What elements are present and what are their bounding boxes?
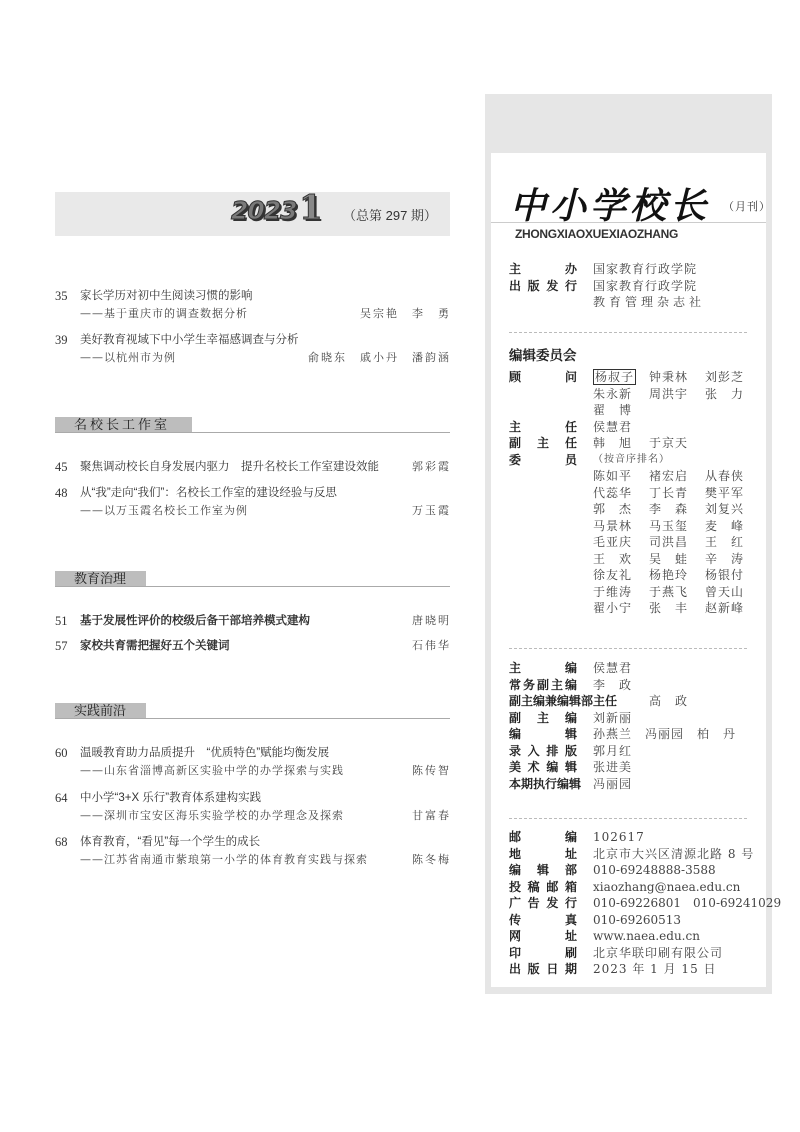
member-name: 李 森 <box>649 502 689 516</box>
ad-phone-value: 010-69226801 010-69241029 <box>593 896 782 910</box>
toc-subtitle: ——基于重庆市的调查数据分析 <box>80 307 248 320</box>
issue-number: 1 <box>299 188 323 228</box>
toc-title: 基于发展性评价的校级后备干部培养模式建构 <box>80 615 310 627</box>
contact-block <box>509 829 782 978</box>
toc-subtitle: ——以杭州市为例 <box>80 351 176 364</box>
toc-page-number: 35 <box>55 289 68 303</box>
toc-title: 温暖教育助力品质提升 “优质特色”赋能均衡发展 <box>80 747 330 759</box>
advisors-row <box>593 386 744 403</box>
advisors-row <box>593 402 649 419</box>
toc-page-number: 45 <box>55 460 68 474</box>
toc-title: 家长学历对初中生阅读习惯的影响 <box>80 290 253 302</box>
contact-label: 传 真 <box>509 912 577 927</box>
member-name: 毛亚庆 <box>593 535 633 549</box>
member-name: 吴 蛙 <box>649 551 689 566</box>
director-label: 主 任 <box>509 419 577 434</box>
section-title: 名校长工作室 <box>55 417 192 432</box>
dotted-divider <box>509 332 747 333</box>
toc-page-number: 57 <box>55 639 68 653</box>
journal-frequency: （月刊） <box>723 200 771 213</box>
toc-title: 美好教育视域下中小学生幸福感调查与分析 <box>80 334 299 346</box>
issue-year: 2023 <box>231 196 297 225</box>
editor-label: 常务副主编 <box>509 677 577 692</box>
title-divider <box>491 222 766 223</box>
contact-label: 印 刷 <box>509 945 577 960</box>
member-name: 徐友礼 <box>593 568 633 582</box>
contact-label: 广告发行 <box>509 896 577 910</box>
member-name: 陈如平 <box>593 469 633 483</box>
toc-title: 从“我”走向“我们”：名校长工作室的建设经验与反思 <box>80 487 337 499</box>
member-name: 曾天山 <box>705 584 745 599</box>
publisher-block <box>509 261 769 311</box>
toc-subtitle: ——江苏省南通市紫琅第一小学的体育教育实践与探索 <box>80 853 368 866</box>
members-row <box>593 485 744 502</box>
section-header-practice-frontier <box>55 703 450 719</box>
masthead-inner <box>491 153 782 987</box>
member-name: 辛 涛 <box>705 551 745 566</box>
section-title: 教育治理 <box>55 571 146 586</box>
board-block <box>509 369 769 617</box>
toc-page-number: 51 <box>55 614 68 628</box>
toc-page-number: 64 <box>55 791 68 805</box>
member-name: 马景林 <box>593 518 633 533</box>
advisor-name: 刘彭芝 <box>705 370 745 384</box>
members-row <box>593 567 744 584</box>
toc-page-number: 48 <box>55 486 68 500</box>
editor-value: 高 政 <box>649 694 689 708</box>
editor-label: 主 编 <box>509 661 577 675</box>
toc-entry[interactable] <box>55 612 451 630</box>
advisor-name: 周洪宇 <box>649 386 689 401</box>
toc-authors: 陈冬梅 <box>412 853 451 866</box>
editor-value: 刘新丽 <box>593 710 633 725</box>
masthead-panel <box>485 94 782 994</box>
editors-block <box>509 660 769 792</box>
contact-label: 投稿邮箱 <box>509 879 577 894</box>
members-row <box>593 468 744 485</box>
advisor-name: 钟秉林 <box>649 370 689 384</box>
editor-value: 侯慧君 <box>593 661 633 675</box>
member-name: 于维涛 <box>593 584 633 599</box>
editor-value: 郭月红 <box>593 743 633 758</box>
member-name: 张 丰 <box>649 601 689 615</box>
toc-title: 家校共育需把握好五个关键词 <box>80 640 230 652</box>
toc-entry[interactable] <box>55 833 451 869</box>
toc-entry[interactable] <box>55 331 451 367</box>
editor-label: 美术编辑 <box>509 760 577 774</box>
toc-entry[interactable] <box>55 287 451 323</box>
vice-director-name: 韩 旭 <box>593 436 633 450</box>
toc-authors: 唐晓明 <box>412 614 451 627</box>
member-name: 杨艳玲 <box>649 568 689 582</box>
vice-director-name: 于京天 <box>649 436 689 450</box>
member-name: 丁长青 <box>649 485 689 500</box>
toc-authors: 郭彩霞 <box>412 460 451 473</box>
toc-title: 体育教育，“看见”每一个学生的成长 <box>80 836 261 848</box>
section-header-governance <box>55 571 450 587</box>
members-row <box>593 501 744 518</box>
member-name: 从春侠 <box>705 469 745 483</box>
publisher-value: 国家教育行政学院 <box>593 278 698 293</box>
postcode-value: 102617 <box>593 830 645 844</box>
sponsor-label: 主 办 <box>509 262 577 276</box>
publisher-label: 出版发行 <box>509 278 577 293</box>
member-name: 褚宏启 <box>649 469 689 483</box>
editorial-phone-value: 010-69248888-3588 <box>593 863 716 877</box>
toc-entry[interactable] <box>55 789 451 825</box>
member-name: 杨银付 <box>705 568 745 582</box>
issue-total-count: （总第 297 期） <box>343 208 437 223</box>
toc-page-number: 39 <box>55 333 68 347</box>
section-header-principal-studio <box>55 417 450 433</box>
editor-label: 副 主 编 <box>509 710 577 725</box>
publisher-value-2: 教育管理杂志社 <box>593 295 706 309</box>
section-title: 实践前沿 <box>55 703 146 718</box>
toc-authors: 陈传智 <box>412 764 451 777</box>
member-name: 司洪昌 <box>649 535 689 549</box>
journal-pinyin: ZHONGXIAOXUEXIAOZHANG <box>515 227 679 241</box>
vice-director-label: 副 主 任 <box>509 436 577 450</box>
editor-value: 冯丽园 <box>593 776 633 791</box>
contact-label: 地 址 <box>509 846 577 861</box>
members-row <box>593 584 744 601</box>
members-row <box>593 551 744 568</box>
contact-label: 出版日期 <box>509 962 577 976</box>
member-name: 麦 峰 <box>705 518 745 533</box>
publish-date-value: 2023 年 1 月 15 日 <box>593 962 717 976</box>
journal-title: 中小学校长 <box>510 185 711 227</box>
advisor-name: 朱永新 <box>593 386 633 401</box>
vice-directors-row <box>593 435 688 452</box>
toc-page-number: 68 <box>55 835 68 849</box>
editor-value: 孙燕兰 冯丽园 柏 丹 <box>593 727 737 741</box>
advisors-row <box>593 369 744 386</box>
contact-label: 编 辑 部 <box>509 863 577 877</box>
members-row <box>593 518 744 535</box>
submission-email-link[interactable]: xiaozhang@naea.edu.cn <box>593 879 741 894</box>
member-name: 王 欢 <box>593 551 633 566</box>
member-name: 樊平军 <box>705 485 745 500</box>
editor-label: 录入排版 <box>509 743 577 758</box>
editor-label: 本期执行编辑 <box>509 776 582 791</box>
printer-value: 北京华联印刷有限公司 <box>593 945 724 960</box>
advisors-label: 顾 问 <box>509 370 577 384</box>
advisor-name: 张 力 <box>705 386 745 401</box>
fax-value: 010-69260513 <box>593 912 682 927</box>
toc-entry[interactable] <box>55 744 451 780</box>
member-name: 于燕飞 <box>649 584 689 599</box>
address-value: 北京市大兴区清源北路 8 号 <box>593 846 755 861</box>
editor-label: 副主编兼编辑部主任 <box>509 694 618 708</box>
advisor-name: 杨叔子 <box>595 370 635 384</box>
dotted-divider <box>509 648 747 649</box>
toc-subtitle: ——山东省淄博高新区实验中学的办学探索与实践 <box>80 764 344 777</box>
toc-authors: 吴宗艳 李 勇 <box>360 307 451 320</box>
toc-entry[interactable] <box>55 637 451 655</box>
toc-page-number: 60 <box>55 746 68 760</box>
toc-entry[interactable] <box>55 458 451 476</box>
member-name: 代蕊华 <box>593 485 633 500</box>
board-title: 编辑委员会 <box>509 348 577 364</box>
director-value: 侯慧君 <box>593 419 633 434</box>
editor-value: 张进美 <box>593 760 633 774</box>
toc-subtitle: ——以万玉霞名校长工作室为例 <box>80 504 248 517</box>
editor-label: 编 辑 <box>509 727 577 741</box>
dotted-divider <box>509 818 747 819</box>
toc-authors: 万玉霞 <box>412 504 451 517</box>
issue-banner <box>55 188 450 236</box>
toc-title: 聚焦调动校长自身发展内驱力 提升名校长工作室建设效能 <box>80 461 379 473</box>
toc-authors: 甘富春 <box>412 809 451 822</box>
toc-authors: 石伟华 <box>412 639 451 652</box>
member-name: 郭 杰 <box>593 502 633 516</box>
members-row <box>593 534 744 551</box>
member-name: 王 红 <box>705 535 745 549</box>
member-name: 赵新峰 <box>705 601 745 615</box>
toc-title: 中小学“3+X 乐行”教育体系建构实践 <box>80 792 262 804</box>
toc-subtitle: ——深圳市宝安区海乐实验学校的办学理念及探索 <box>80 809 344 822</box>
toc-authors: 俞晓东 戚小丹 潘韵涵 <box>308 351 451 364</box>
website-link[interactable]: www.naea.edu.cn <box>593 929 700 943</box>
editor-value: 李 政 <box>593 677 633 692</box>
advisor-name: 翟 博 <box>593 403 633 417</box>
contact-label: 邮 编 <box>509 830 577 844</box>
members-row <box>593 600 744 617</box>
toc-entry[interactable] <box>55 484 451 520</box>
member-name: 马玉玺 <box>649 518 689 533</box>
sponsor-value: 国家教育行政学院 <box>593 262 698 276</box>
contact-label: 网 址 <box>509 929 577 943</box>
members-label: 委 员 <box>509 452 577 467</box>
member-name: 刘复兴 <box>705 502 745 516</box>
member-name: 翟小宁 <box>593 601 633 615</box>
members-note: （按音序排名） <box>593 453 670 465</box>
